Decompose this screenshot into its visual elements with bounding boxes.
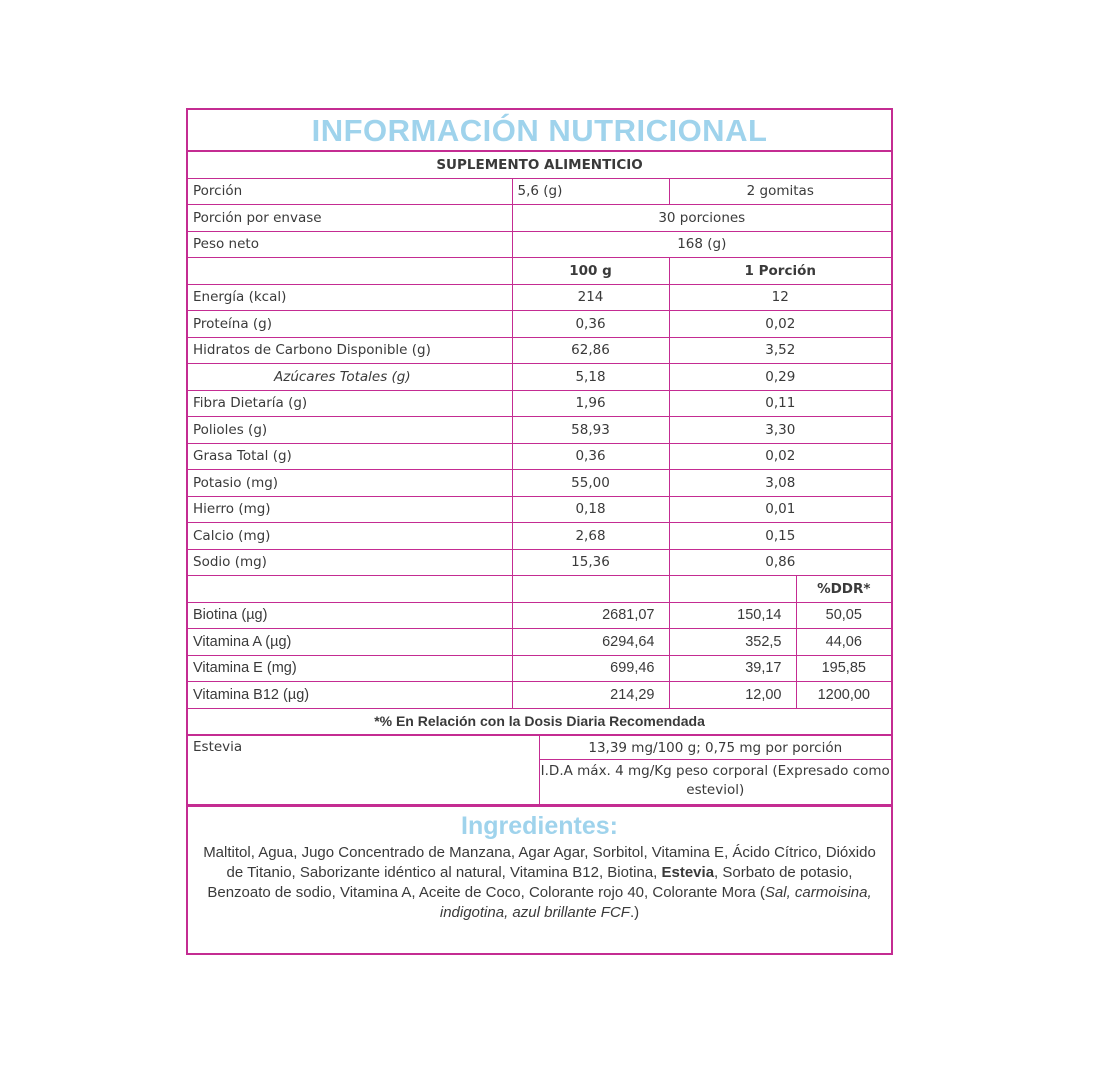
nutrient-row — [188, 337, 891, 364]
vitamin-ddr: 195,85 — [796, 655, 891, 682]
nutrient-name: Grasa Total (g) — [188, 443, 512, 470]
nutrition-label — [186, 108, 893, 955]
vitamin-per100: 6294,64 — [512, 629, 669, 656]
vitamin-name: Vitamina B12 (µg) — [188, 682, 512, 709]
nutrient-name: Hidratos de Carbono Disponible (g) — [188, 337, 512, 364]
ingredients-bold: Estevia — [661, 864, 715, 881]
vitamin-portion: 150,14 — [669, 602, 796, 629]
nutrient-per100: 5,18 — [512, 364, 669, 391]
net-weight-row — [188, 231, 891, 258]
vitamin-ddr: 44,06 — [796, 629, 891, 656]
vitamin-row — [188, 602, 891, 629]
col-ddr: %DDR* — [796, 576, 891, 603]
nutrient-per100: 2,68 — [512, 523, 669, 550]
nutrition-table — [188, 152, 891, 735]
nutrient-per100: 58,93 — [512, 417, 669, 444]
vitamin-portion: 39,17 — [669, 655, 796, 682]
nutrient-portion: 0,01 — [669, 496, 891, 523]
nutrient-name: Energía (kcal) — [188, 284, 512, 311]
nutrient-portion: 0,02 — [669, 443, 891, 470]
column-header-row — [188, 258, 891, 285]
portion-units: 2 gomitas — [669, 178, 891, 205]
nutrient-portion: 0,02 — [669, 311, 891, 338]
nutrient-per100: 62,86 — [512, 337, 669, 364]
ingredients-title: Ingredientes: — [461, 812, 618, 840]
ingredients-part-2: , Sorbato de potasio, Benzoato de sodio, Vitamina A, Aceite de Coco, Colorante rojo 40, Colorante Mora ( — [207, 864, 853, 901]
nutrient-row — [188, 364, 891, 391]
vitamin-row — [188, 682, 891, 709]
ingredients-section — [188, 805, 891, 933]
per-package-value: 30 porciones — [512, 205, 891, 232]
ingredients-part-3: .) — [629, 904, 640, 921]
empty-cell — [188, 576, 512, 603]
nutrient-row — [188, 311, 891, 338]
ingredients-text — [198, 843, 881, 923]
nutrient-per100: 55,00 — [512, 470, 669, 497]
nutrient-row — [188, 417, 891, 444]
nutrient-row — [188, 443, 891, 470]
per-package-label: Porción por envase — [188, 205, 512, 232]
nutrient-portion: 0,29 — [669, 364, 891, 391]
portion-grams: 5,6 (g) — [512, 178, 669, 205]
per-package-row — [188, 205, 891, 232]
vitamin-per100: 214,29 — [512, 682, 669, 709]
nutrient-name: Fibra Dietaría (g) — [188, 390, 512, 417]
portion-label: Porción — [188, 178, 512, 205]
nutrient-per100: 0,36 — [512, 311, 669, 338]
net-weight-label: Peso neto — [188, 231, 512, 258]
nutrient-portion: 0,86 — [669, 549, 891, 576]
nutrient-name: Proteína (g) — [188, 311, 512, 338]
vitamin-ddr: 1200,00 — [796, 682, 891, 709]
subtitle: SUPLEMENTO ALIMENTICIO — [188, 152, 891, 178]
stevia-amount: 13,39 mg/100 g; 0,75 mg por porción — [539, 736, 891, 760]
nutrient-row — [188, 390, 891, 417]
nutrient-per100: 0,36 — [512, 443, 669, 470]
ddr-note: *% En Relación con la Dosis Diaria Recomendada — [188, 708, 891, 735]
nutrient-row — [188, 549, 891, 576]
vitamin-portion: 352,5 — [669, 629, 796, 656]
nutrient-name: Potasio (mg) — [188, 470, 512, 497]
vitamin-ddr: 50,05 — [796, 602, 891, 629]
empty-cell — [512, 576, 669, 603]
col-per-portion: 1 Porción — [669, 258, 891, 285]
subtitle-row — [188, 152, 891, 178]
stevia-row — [188, 736, 891, 760]
empty-cell — [188, 258, 512, 285]
col-per100: 100 g — [512, 258, 669, 285]
nutrient-per100: 1,96 — [512, 390, 669, 417]
nutrient-name: Polioles (g) — [188, 417, 512, 444]
portion-row — [188, 178, 891, 205]
nutrient-per100: 15,36 — [512, 549, 669, 576]
nutrient-portion: 0,11 — [669, 390, 891, 417]
stevia-ida: I.D.A máx. 4 mg/Kg peso corporal (Expresado como esteviol) — [539, 760, 891, 805]
vitamin-per100: 2681,07 — [512, 602, 669, 629]
nutrient-name: Azúcares Totales (g) — [188, 364, 512, 391]
nutrient-name: Hierro (mg) — [188, 496, 512, 523]
stevia-label: Estevia — [188, 736, 539, 805]
nutrient-per100: 214 — [512, 284, 669, 311]
vitamin-name: Biotina (µg) — [188, 602, 512, 629]
nutrient-name: Calcio (mg) — [188, 523, 512, 550]
label-title: INFORMACIÓN NUTRICIONAL — [188, 110, 891, 152]
nutrient-portion: 3,08 — [669, 470, 891, 497]
nutrient-row — [188, 496, 891, 523]
nutrient-per100: 0,18 — [512, 496, 669, 523]
ddr-note-row — [188, 708, 891, 735]
net-weight-value: 168 (g) — [512, 231, 891, 258]
nutrient-portion: 0,15 — [669, 523, 891, 550]
ingredients-part-1: Maltitol, Agua, Jugo Concentrado de Manzana, Agar Agar, Sorbitol, Vitamina E, Ácido Cítrico, Dióxido de Titanio, Saborizante idéntico al natural, Vitamina B12, Biotina, — [203, 844, 876, 881]
nutrient-row — [188, 284, 891, 311]
vitamin-portion: 12,00 — [669, 682, 796, 709]
vitamin-name: Vitamina E (mg) — [188, 655, 512, 682]
nutrient-portion: 3,52 — [669, 337, 891, 364]
vitamin-name: Vitamina A (µg) — [188, 629, 512, 656]
nutrient-row — [188, 470, 891, 497]
nutrient-name: Sodio (mg) — [188, 549, 512, 576]
vitamin-row — [188, 655, 891, 682]
ingredients-italic: Sal, carmoisina, indigotina, azul brillante FCF — [439, 884, 872, 921]
stevia-table — [188, 735, 891, 805]
vitamin-row — [188, 629, 891, 656]
nutrient-portion: 3,30 — [669, 417, 891, 444]
nutrient-row — [188, 523, 891, 550]
ddr-header-row — [188, 576, 891, 603]
empty-cell — [669, 576, 796, 603]
nutrient-portion: 12 — [669, 284, 891, 311]
vitamin-per100: 699,46 — [512, 655, 669, 682]
